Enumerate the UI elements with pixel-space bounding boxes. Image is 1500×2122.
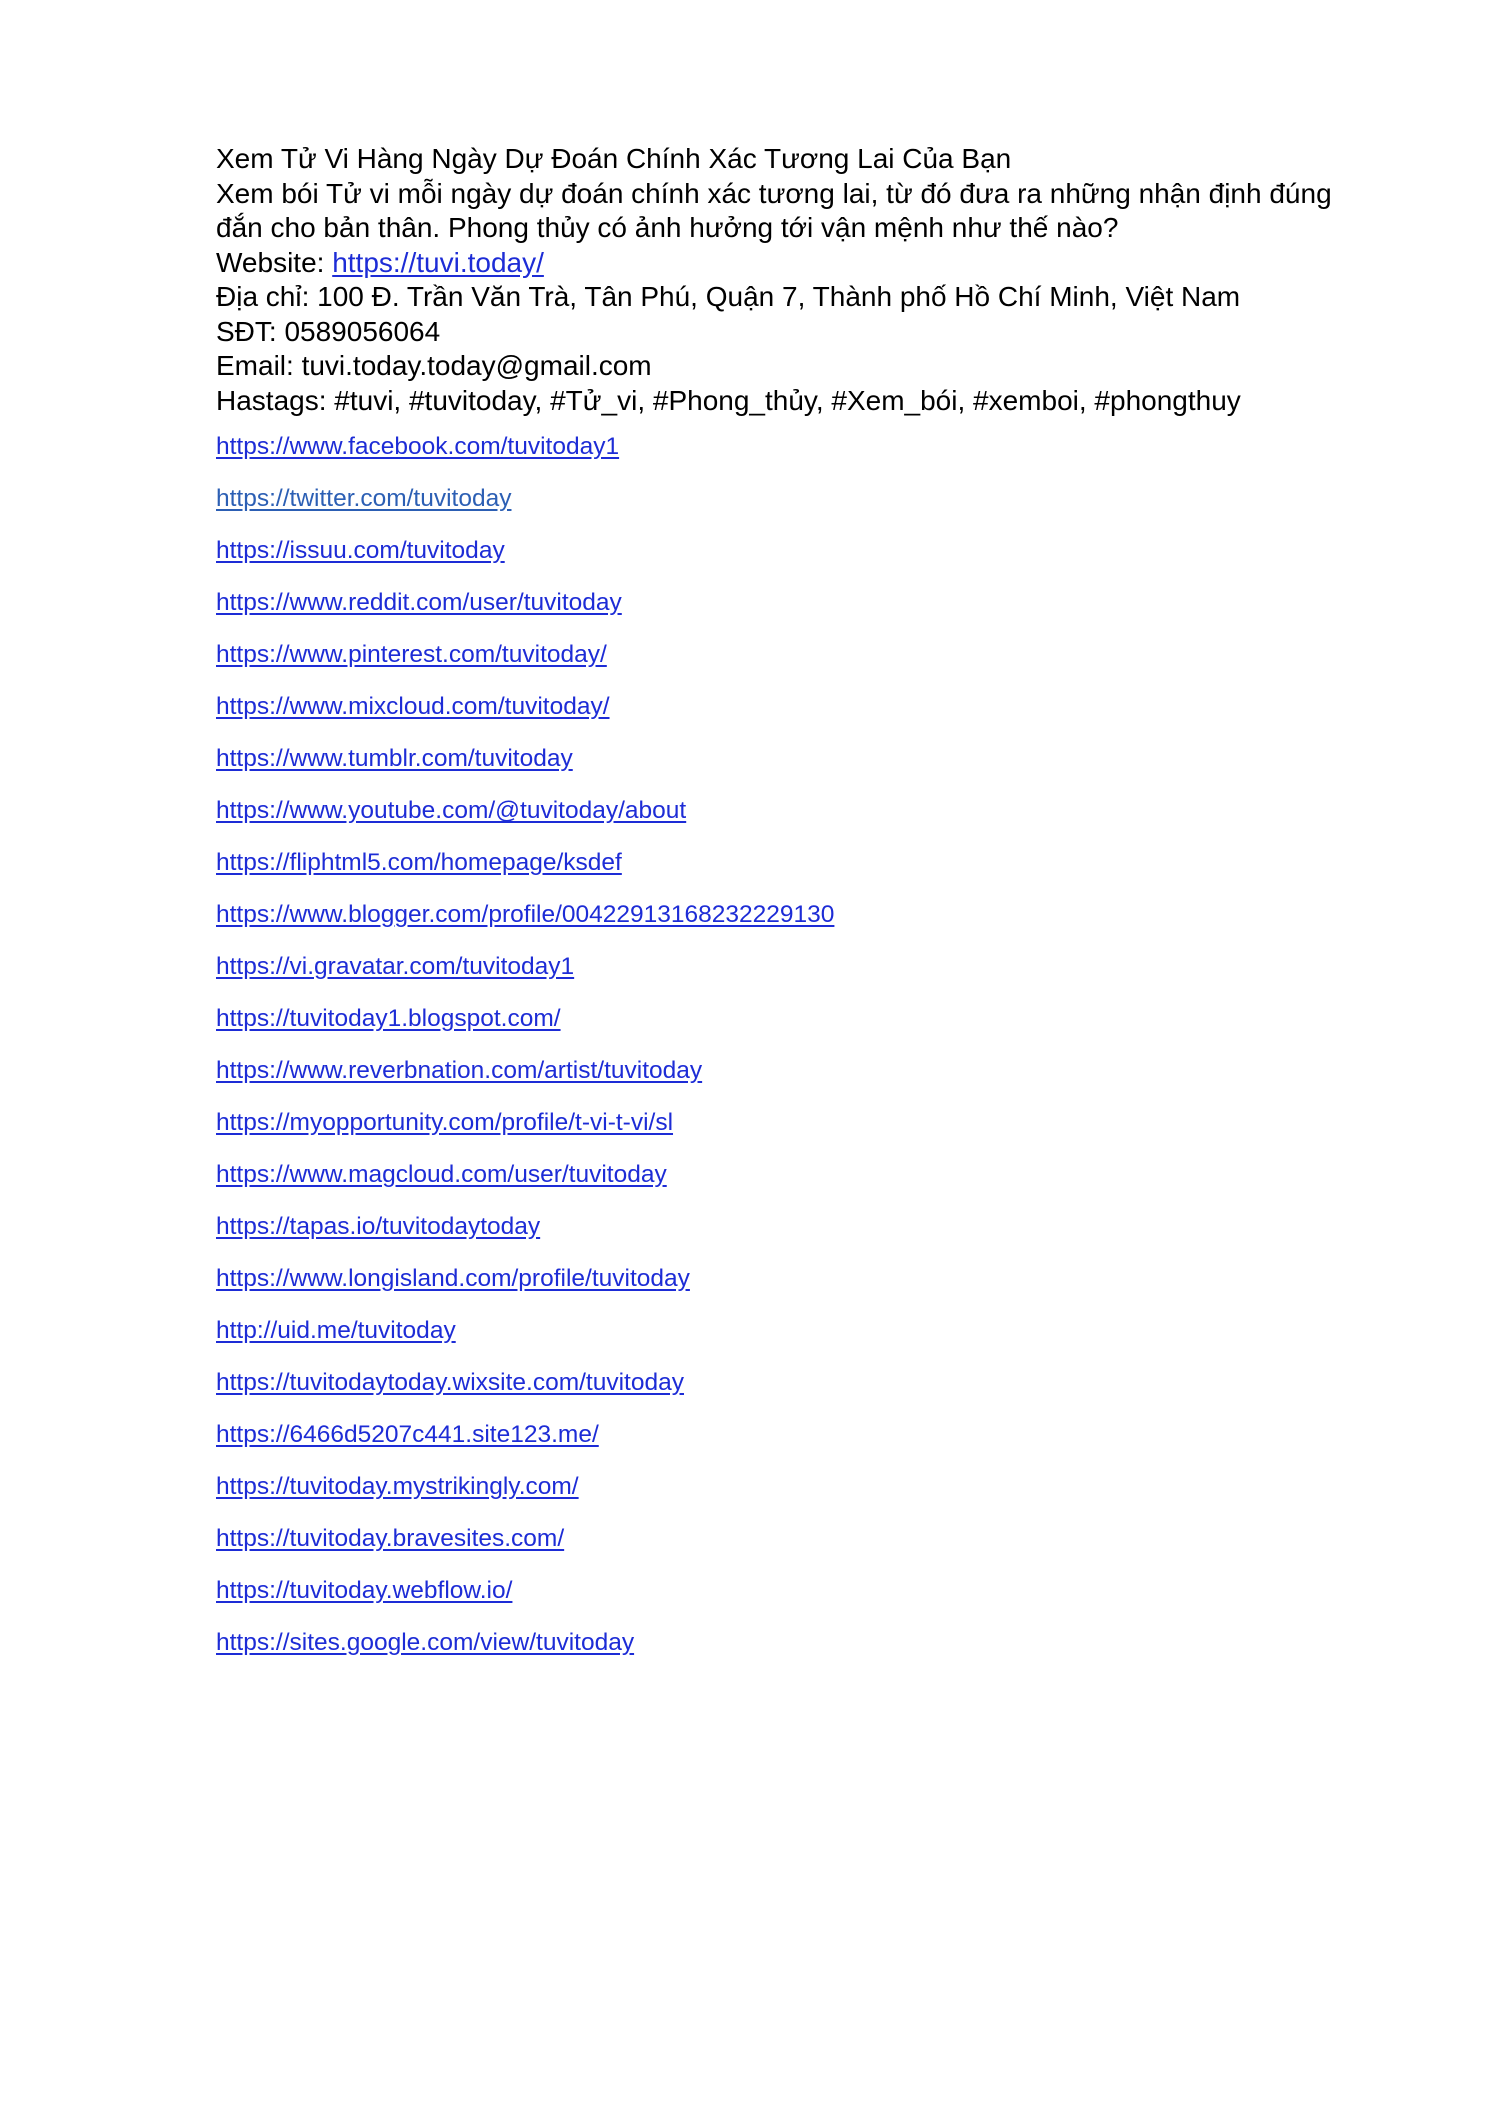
wixsite-link[interactable]: https://tuvitodaytoday.wixsite.com/tuvitoday — [216, 1369, 684, 1396]
email-line: Email: tuvi.today.today@gmail.com — [216, 350, 652, 381]
tapas-link[interactable]: https://tapas.io/tuvitodaytoday — [216, 1213, 541, 1240]
link-row — [216, 1004, 1336, 1056]
header-block — [216, 142, 1336, 418]
document-title: Xem Tử Vi Hàng Ngày Dự Đoán Chính Xác Tương Lai Của Bạn — [216, 143, 1012, 174]
fliphtml5-link[interactable]: https://fliphtml5.com/homepage/ksdef — [216, 849, 622, 876]
link-row — [216, 1524, 1336, 1576]
strikingly-link[interactable]: https://tuvitoday.mystrikingly.com/ — [216, 1473, 579, 1500]
website-link[interactable]: https://tuvi.today/ — [332, 246, 544, 278]
longisland-link[interactable]: https://www.longisland.com/profile/tuvitoday — [216, 1265, 690, 1292]
webflow-link[interactable]: https://tuvitoday.webflow.io/ — [216, 1577, 513, 1604]
site123-link[interactable]: https://6466d5207c441.site123.me/ — [216, 1421, 599, 1448]
magcloud-link[interactable]: https://www.magcloud.com/user/tuvitoday — [216, 1161, 667, 1188]
tumblr-link[interactable]: https://www.tumblr.com/tuvitoday — [216, 745, 573, 772]
link-row — [216, 1576, 1336, 1628]
links-list — [216, 432, 1336, 1680]
uid-link[interactable]: http://uid.me/tuvitoday — [216, 1317, 456, 1344]
youtube-link[interactable]: https://www.youtube.com/@tuvitoday/about — [216, 797, 687, 824]
link-row — [216, 432, 1336, 484]
website-label: Website: — [216, 246, 333, 278]
reddit-link[interactable]: https://www.reddit.com/user/tuvitoday — [216, 589, 622, 616]
link-row — [216, 900, 1336, 952]
google-sites-link[interactable]: https://sites.google.com/view/tuvitoday — [216, 1629, 635, 1656]
pinterest-link[interactable]: https://www.pinterest.com/tuvitoday/ — [216, 641, 607, 668]
link-row — [216, 1108, 1336, 1160]
link-row — [216, 952, 1336, 1004]
link-row — [216, 1212, 1336, 1264]
website-line — [216, 246, 1336, 281]
address-line: Địa chỉ: 100 Đ. Trần Văn Trà, Tân Phú, Quận 7, Thành phố Hồ Chí Minh, Việt Nam — [216, 281, 1241, 312]
link-row — [216, 1316, 1336, 1368]
gravatar-link[interactable]: https://vi.gravatar.com/tuvitoday1 — [216, 953, 575, 980]
hashtags-line: Hastags: #tuvi, #tuvitoday, #Tử_vi, #Phong_thủy, #Xem_bói, #xemboi, #phongthuy — [216, 384, 1241, 416]
facebook-link[interactable]: https://www.facebook.com/tuvitoday1 — [216, 433, 620, 460]
link-row — [216, 640, 1336, 692]
link-row — [216, 796, 1336, 848]
phone-line: SĐT: 0589056064 — [216, 315, 441, 347]
twitter-link[interactable]: https://twitter.com/tuvitoday — [216, 485, 512, 512]
link-row — [216, 1368, 1336, 1420]
link-row — [216, 1264, 1336, 1316]
blogspot-link[interactable]: https://tuvitoday1.blogspot.com/ — [216, 1005, 561, 1032]
myopportunity-link[interactable]: https://myopportunity.com/profile/t-vi-t-vi/sl — [216, 1109, 674, 1136]
link-row — [216, 744, 1336, 796]
blogger-link[interactable]: https://www.blogger.com/profile/00422913168232229130 — [216, 901, 835, 928]
reverbnation-link[interactable]: https://www.reverbnation.com/artist/tuvitoday — [216, 1057, 703, 1084]
document-page — [216, 142, 1336, 1680]
link-row — [216, 1160, 1336, 1212]
link-row — [216, 1056, 1336, 1108]
link-row — [216, 1628, 1336, 1680]
link-row — [216, 588, 1336, 640]
issuu-link[interactable]: https://issuu.com/tuvitoday — [216, 537, 505, 564]
link-row — [216, 692, 1336, 744]
bravesites-link[interactable]: https://tuvitoday.bravesites.com/ — [216, 1525, 565, 1552]
link-row — [216, 848, 1336, 900]
link-row — [216, 484, 1336, 536]
mixcloud-link[interactable]: https://www.mixcloud.com/tuvitoday/ — [216, 693, 610, 720]
link-row — [216, 1472, 1336, 1524]
link-row — [216, 1420, 1336, 1472]
link-row — [216, 536, 1336, 588]
document-description: Xem bói Tử vi mỗi ngày dự đoán chính xác tương lai, từ đó đưa ra những nhận định đúng đắn cho bản thân. Phong thủy có ảnh hưởng tới vận mệnh như thế nào? — [216, 177, 1332, 243]
